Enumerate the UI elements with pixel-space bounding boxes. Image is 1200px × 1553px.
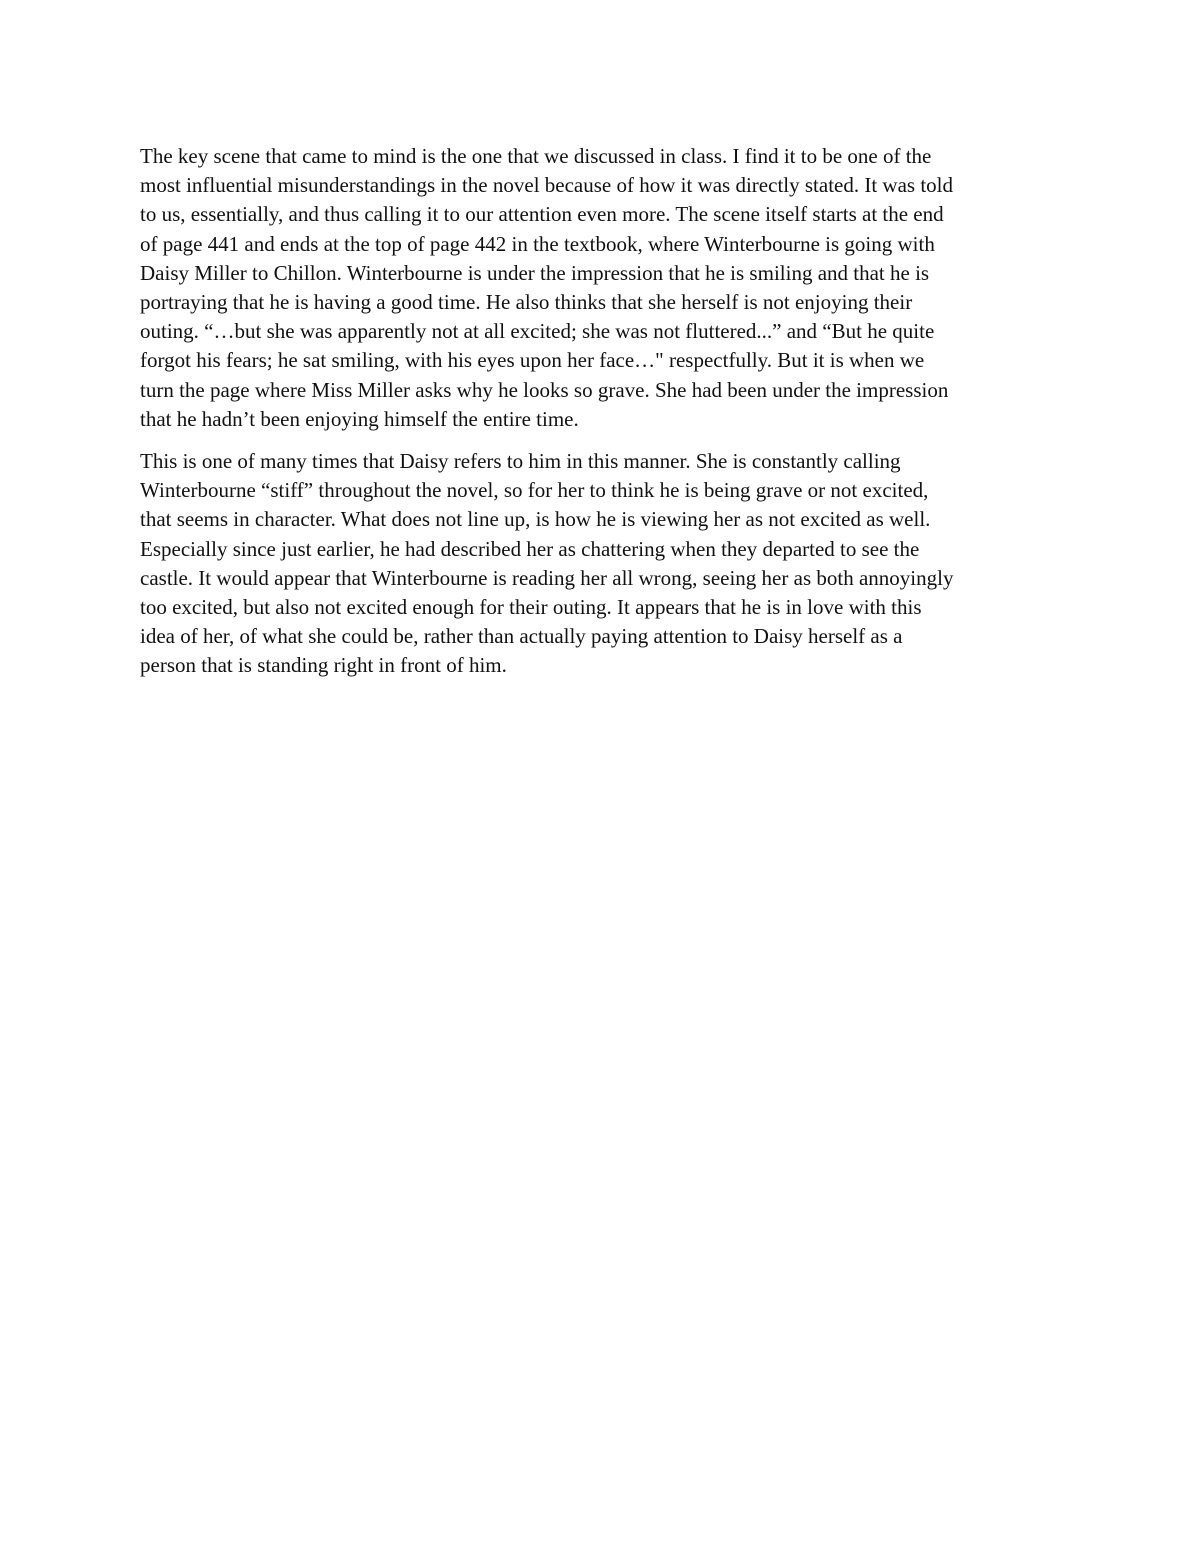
text-line: Winterbourne “stiff” throughout the novel, so for her to think he is being grave or not excited, bbox=[140, 478, 929, 503]
text-line: that he hadn’t been enjoying himself the entire time. bbox=[140, 406, 579, 431]
text-line: portraying that he is having a good time. He also thinks that she herself is not enjoying their bbox=[140, 290, 913, 315]
paragraph-1 bbox=[140, 142, 1065, 434]
text-line: idea of her, of what she could be, rather than actually paying attention to Daisy herself as a bbox=[140, 624, 903, 649]
text-line: most influential misunderstandings in the novel because of how it was directly stated. It was told bbox=[140, 173, 954, 198]
text-line: too excited, but also not excited enough for their outing. It appears that he is in love with this bbox=[140, 595, 922, 620]
document-body bbox=[140, 142, 1065, 681]
text-line: Daisy Miller to Chillon. Winterbourne is under the impression that he is smiling and that he is bbox=[140, 260, 930, 285]
paragraph-2 bbox=[140, 447, 1065, 681]
text-line: The key scene that came to mind is the one that we discussed in class. I find it to be one of the bbox=[140, 144, 932, 168]
text-line: forgot his fears; he sat smiling, with his eyes upon her face…" respectfully. But it is when we bbox=[140, 348, 925, 373]
text-line: Especially since just earlier, he had described her as chattering when they departed to see the bbox=[140, 536, 920, 561]
text-line: to us, essentially, and thus calling it to our attention even more. The scene itself starts at the end bbox=[140, 202, 944, 227]
text-line: This is one of many times that Daisy refers to him in this manner. She is constantly calling bbox=[140, 449, 901, 474]
text-line: person that is standing right in front of him. bbox=[140, 653, 507, 678]
text-line: outing. “…but she was apparently not at all excited; she was not fluttered...” and “But he quite bbox=[140, 319, 935, 344]
text-line: that seems in character. What does not line up, is how he is viewing her as not excited as well. bbox=[140, 507, 931, 532]
text-line: of page 441 and ends at the top of page 442 in the textbook, where Winterbourne is going with bbox=[140, 231, 935, 256]
text-line: castle. It would appear that Winterbourne is reading her all wrong, seeing her as both annoyingly bbox=[140, 565, 954, 590]
text-line: turn the page where Miss Miller asks why he looks so grave. She had been under the impression bbox=[140, 377, 949, 402]
